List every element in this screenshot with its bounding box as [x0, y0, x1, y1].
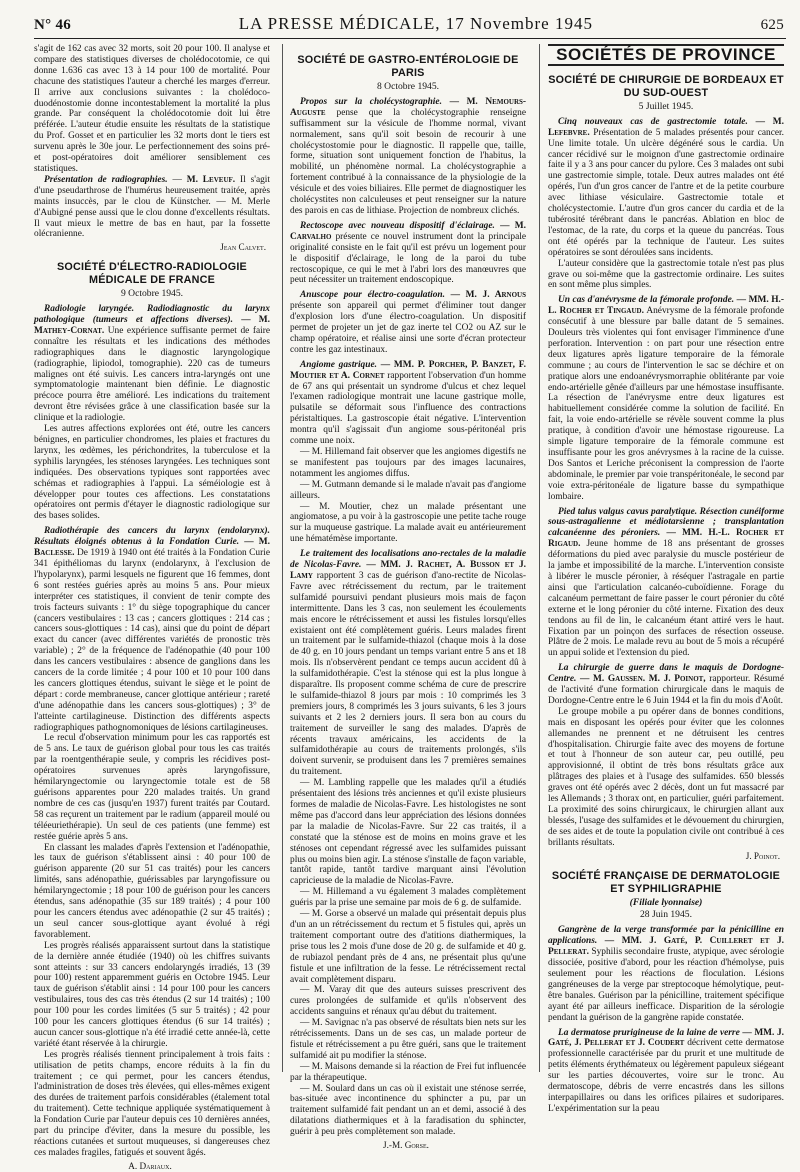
anevrysme-body: Anévrysme de la fémorale profonde consécutif à une blessure par balle datant de 5 semaines. Douleurs très violentes qui font envisager l'imminence d'une perforation. Intervention : on part pour une résection entre deux ligatures après ligature temporaire de la fémorale commune ; au cours de l'intervention le sac se déchire et on pratique alors une endoanévrysmorraphie oblitérante par voie endo-artérielle gênée d'ailleurs par une hémostase insuffisante. La résection de l'anévrysme entre deux ligatures est habituellement considérée comme la solution de facilité. En fait, la voie endo-artérielle se révèle souvent comme la plus pratique, à condition d'avoir une hémostase rigoureuse. La simple ligature temporaire de la fémorale commune est insuffisante pour les gros anévrysmes à la racine de la cuisse. Dos Santos et Leriche préconisent la compression de l'aorte abdominale, le premier par voie transpéritonéale, le second par voie extra-péritonéale de ligature basse du sympathique lombaire.	[548, 306, 784, 502]
anevrysme-title: Un cas d'anévrysme de la fémorale profonde.	[558, 295, 735, 306]
column-rule-1	[282, 44, 283, 1072]
nicolas-favre-author: — MM. J. Rachet, A. Busson et J. Lamy	[290, 560, 527, 581]
section-dermatologie-date: 28 Juin 1945.	[640, 909, 692, 921]
gangrene-title: Gangrène de la verge transformée par la pénicilline en applications.	[548, 925, 784, 947]
section-chirurgie-bordeaux-date: 5 Juillet 1945.	[638, 100, 694, 112]
column-3	[548, 44, 785, 1114]
section-electro-radiologie-title: SOCIÉTÉ D'ÉLECTRO-RADIOLOGIE MÉDICALE DE FRANCE	[57, 261, 247, 287]
section-chirurgie-bordeaux-title: SOCIÉTÉ DE CHIRURGIE DE BORDEAUX ET DU SUD-OUEST	[548, 73, 784, 99]
header-rule	[34, 38, 786, 39]
maquis-paragraph-2: Le groupe mobile a pu opérer dans de bonnes conditions, mais en disposant les opérés pour éviter que les colonnes allemandes ne prennent et ne détruisent les centres d'hospitalisation. Chirurgie faite avec des moyens de fortune et tout à l'honneur de son auteur car, peu outillé, peu approvisionné, il obtint de très bons résultats grâce aux plâtrages des plaies et à l'usage des sulfamides. 650 blessés graves ont été opérés avec 2 décès, dont un fut massacré par les Allemands ; 3 thorax ont, en particulier, guéri parfaitement. La proximité des soins chirurgicaux, le chirurgien allant aux blessés, l'usage des sulfamides et le dévouement du chirurgien, de ses aides et de toute la population civile ont contribué à ces brillants résultats.	[548, 706, 784, 848]
anuscope-paragraph	[290, 290, 526, 355]
radiotherapie-body: De 1919 à 1940 ont été traités à la Fondation Curie 341 épithéliomas du larynx (endolarynx, à l'exclusion de l'hypolarynx), parmi lesquels ne figurent que 16 femmes, dont 6 sont restées guéries après au moins 5 ans. Pour mieux interpréter ces statistiques, il convient de tenir compte des trois facteurs suivants : 1° du siège topographique du cancer (cancers vestibulaires : 13 cas ; cancers glottiques : 214 cas ; cancers sous-glottiques : 14 cas), ainsi que du point de départ exact du cancer (avec différentes variétés de pronostic très variable) ; 2° de la fréquence de l'adénopathie (40 pour 100 dans les cancers vestibulaires : absence de ganglions dans les cancers de la corde limitée ; 4 pour 100 et 10 pour 100 dans les cancers glottiques étendus, suivant le siège et le point de départ : corde membraneuse, cancer glottique antérieur ; rareté d'une adénopathie dans les cancers sous-glottiques) ; 3° de l'atteinte cartilagineuse. Distinction des différents aspects radiographiques pathognomoniques de lésions cartilagineuses.	[34, 548, 270, 733]
angiome-paragraph-4: — M. Moutier, chez un malade présentant une angiomatose, a pu voir à la gastroscopie une petite tache rouge sur la muqueuse gastrique. La malade avait eu antérieurement une hématémèse importante.	[290, 501, 526, 545]
societes-de-province-banner: SOCIÉTÉS DE PROVINCE	[548, 44, 784, 66]
larynx-body: Une expérience suffisante permet de faire connaître les résultats et les indications des méthodes radiographiques dans le diagnostic laryngologique (radiographie, lipiodol, tomographie). 220 cas de tumeurs malignes ont été suivis. Les cancers intra-laryngés ont une symptomatologie maintenant bien définie. Le diagnostic précoce pourra être amélioré. Les indications du traitement devront être révisées grâce à une classification basée sur la clinique et la radiologie.	[34, 325, 270, 424]
radiographies-body: Il s'agit d'une pseudarthrose de l'humérus heureusement traitée, après maints insuccès, par le clou de Künstcher. — M. Merle d'Aubigné pense aussi que le clou donne d'excellents résultats. Il vaut mieux le mettre de bas en haut, par la fossette olécranienne.	[34, 174, 271, 240]
gangrene-paragraph	[548, 925, 784, 1023]
radiographies-paragraph: Présentation de radiographies. — M. Leveuf. Il s'agit d'une pseudarthrose de l'humérus heureusement traitée, après maints insuccès, par le clou de Künstcher. — M. Merle d'Aubigné pense aussi que le clou donne d'excellents résultats. Il vaut mieux le mettre de bas en haut, par la fossette olécranienne.	[34, 174, 271, 240]
column-2	[290, 44, 527, 1151]
section-gastro-date: 8 Octobre 1945.	[376, 81, 440, 92]
signature-calvet: Jean Calvet.	[220, 242, 266, 253]
anuscope-author: — M. J. Arnous	[450, 290, 526, 301]
maquis-body: rapporteur. Résumé de l'activité d'une formation chirurgicale dans le maquis de Dordogne-Centre entre le 6 Juin 1944 et la fin du mois d'Août.	[548, 674, 785, 706]
radiotherapie-paragraph	[34, 526, 270, 733]
larynx-title: Radiologie laryngée. Radiodiagnostic du larynx pathologique (tumeurs et affections diverses).	[34, 304, 270, 326]
radiotherapie-paragraph-5: Les progrès réalisés tiennent principalement à trois faits : utilisation de petits champs, encore réduits à la fin du traitement ; ce qui permet, pour les cancers étendus, l'administration de doses très élevées, qui elles-mêmes exigent des durées de traitement parfois considérables (étalement total du traitement). Cette technique appliquée systématiquement à la Fondation Curie par l'auteur depuis ces 10 dernières années, part du principe d'éviter, dans la mesure du possible, les réactions cutanées et surtout muqueuses, si dangereuses chez ces malades fragiles, fatigués et souvent âgés.	[34, 1049, 270, 1158]
angiome-author: — MM. P. Porcher, P. Banzet, F. Moutier et A. Cornet	[290, 359, 526, 381]
pied-talus-author: — MM. H.-L. Rocher et Rigaud.	[548, 528, 784, 550]
angiome-paragraph-2: — M. Hillemand fait observer que les angiomes digestifs ne se manifestent pas toujours par des images lacunaires, notamment les angiomes diffus.	[290, 447, 526, 479]
gastrectomie-paragraph	[548, 117, 784, 259]
cholecystographie-paragraph	[290, 97, 526, 217]
radiotherapie-title: Radiothérapie des cancers du larynx (endolarynx). Résultats éloignés obtenus à la Fondation Curie.	[34, 526, 270, 548]
anevrysme-author: — MM. H.-L. Rocher et Tingaud.	[548, 295, 784, 317]
signature-gorse: J.-M. Gorse.	[383, 1140, 429, 1151]
radiographies-title: Présentation de radiographies.	[44, 174, 168, 185]
nicolas-favre-paragraph-4: — M. Gorse a observé un malade qui présentait depuis plus d'un an un rétrécissement du rectum et 5 fistules qui, après un traitement comportant outre des d'atitions diathermiques, la prise tous les 2 mois d'une dose de 20 g. de sulfamide et 40 g. de rubiazol pendant près de 4 ans, ne présentait plus qu'une fistule et une infiltration de la fesse. Le rétrécissement rectal avait complètement disparu.	[290, 909, 526, 985]
anuscope-body: présente son appareil qui permet d'éliminer tout danger d'explosion lors d'une électro-coagulation. Un dispositif permet de projeter un jet de gaz inerte tel CO2 ou AZ sur le champ opératoire, et réalise ainsi une sorte d'écran protecteur contre les gaz intestinaux.	[290, 301, 526, 355]
nicolas-favre-paragraph-6: — M. Savignac n'a pas observé de résultats bien nets sur les rétrécissements. Dans un de ses cas, un malade porteur de fistule et rétrécissement a pu être guéri, sans que le traitement sulfamidé ait pu modifier la sténose.	[290, 1018, 526, 1061]
gangrene-author: — MM. J. Gaté, P. Cuilleret et J. Pellerat.	[548, 936, 785, 958]
gastrectomie-body: Présentation de 5 malades présentés pour cancer. Une limite totale. Un ulcère dégénéré sous le cardia. Un cancer récidivé sur le moignon d'une gastrectomie ordinaire faite il y a 3 ans pour cancer du pylore. Ces 3 malades ont subi une gastrectomie simple, totale. Deux autres malades ont été opérés, l'un d'un gros cancer de l'antre et de la petite courbure avec lithiase vésiculaire. Gastrectomie totale et cholécystectomie. L'autre d'un gros cancer du cardia et de la tubérosité térébrant dans le pancréas. Ablation en bloc de l'estomac, de la rate, du corps et la queue du pancréas. Tous ont été opérés par la technique de l'auteur. Les suites opératoires se sont déroulées sans incidents.	[548, 127, 784, 258]
pied-talus-body: Jeune homme de 18 ans présentant de grosses déformations du pied avec paralysie du muscle postérieur de la jambe et impossibilité de la marche. L'intervention consiste à libérer le muscle péronier, à réséquer l'astragale en partie ainsi que l'articulation calcanéo-cuboïdienne. Forage du calcanéum permettant de faire passer le court péronier du côté externe et le long péronier du côté interne. Fixation des deux tendons au fil de lin, le calcanéum étant attiré vers le haut. Fixation par un poinçon des surfaces de résection osseuse. Plâtre de 2 mois. Le malade revu au bout de 5 mois a récupéré un appui solide et l'extension du pied.	[548, 539, 784, 659]
cholecystographie-body: pense que la cholécystographie renseigne suffisamment sur la vésicule de l'homme normal, vivant normalement, sans qu'il soit besoin de recourir à une cholécystostomie pour le diagnostic. Il rappelle que, taille, forme, situation sont uniquement fonction de l'habitus, la mobilité, un phénomène normal. La cholécystographie a fortement contribué à la connaissance de la physiologie de la vésicule et des voies biliaires. Elle permet de diagnostiquer les cholécystites non calculeuses et peut renseigner sur la nature des parois en cas de lithiase. Projection de nombreux clichés.	[290, 107, 526, 216]
anevrysme-paragraph	[548, 295, 784, 502]
cholecystographie-title: Propos sur la cholécystographie.	[300, 96, 442, 107]
gastrectomie-author: — M. Lefebvre.	[548, 116, 784, 138]
radiotherapie-paragraph-2: Le recul d'observation minimum pour les cas rapportés est de 5 ans. Le taux de guérison global pour tous les cas traités par la roentgenthérapie seule, y compris les récidives post-opératoires survenues après laryngofissure, hémilaryngectomie ou laryngectomie totale est de 58 guérisons apparentes pour 220 malades traités. Un grand nombre de ces cas (jusqu'en 1937) furent traités par Coutard. 58 cas reçurent un traitement par le radium (appareil moulé ou téléeuriethérapie). Un seul de ces patients (une femme) est restée guérie après 5 ans.	[34, 733, 270, 842]
larynx-paragraph-2: Les autres affections explorées ont été, outre les cancers bénignes, en particulier chondromes, les plaies et fractures du larynx, les œdèmes, les périchondrites, la tuberculose et la syphilis laryngées, les sténoses laryngées. Les techniques sont indiquées. Des observations typiques sont rapportées avec schémas et radiographies à l'appui. La séméiologie est à développer pour toutes ces affections. Les constatations opératoires ont permis d'étayer le diagnostic radiologique sur des bases solides.	[34, 424, 270, 522]
maquis-author: — M. Gaussen. M. J. Poinot,	[580, 674, 706, 685]
rectoscope-paragraph	[290, 221, 526, 286]
gastrectomie-paragraph-2: L'auteur considère que la gastrectomie totale n'est pas plus grave ou soi-même que la gastrectomie ordinaire. Les suites en sont même plus simples.	[548, 258, 784, 291]
laine-de-verre-paragraph	[548, 1028, 784, 1115]
gastrectomie-title: Cinq nouveaux cas de gastrectomie totale.	[558, 116, 748, 127]
gangrene-body: Syphilis secondaire fruste, atypique, avec sérologie dissociée, positive d'abord, pour les réaction d'hémolyse, puis seulement pour les réactions de floculation. Lésions gangréneuses de la verge par streptocoque hémolytique, peut-être banales. Guérison par la pénicilline, traitement spécifique ayant été par ailleurs inefficace. Disparition de la sérologie pendant la guérison de la gangrène rapide constatée.	[548, 947, 785, 1023]
anuscope-title: Anuscope pour électro-coagulation.	[300, 290, 445, 301]
publication-title: LA PRESSE MÉDICALE, 17 Novembre 1945	[238, 14, 593, 33]
cholecystographie-author: — M. Nemours-Auguste	[290, 96, 527, 118]
nicolas-favre-paragraph-3: — M. Hillemand a vu également 3 malades complètement guéris par la prise une semaine par mois de 6 g. de sulfamide.	[290, 887, 526, 909]
angiome-body: rapportent l'observation d'un homme de 67 ans qui présentait un syndrome d'ulcus et chez lequel l'examen radiologique montrait une lacune gastrique molle, pulsatile se déformait sous l'influence des contractions péristaltiques. La gastroscopie était négative. L'intervention montra qu'il s'agissait d'un angiome sous-péritonéal pris comme une noix.	[290, 370, 526, 447]
nicolas-favre-paragraph-7: — M. Maisons demande si la réaction de Frei fut influencée par la thérapeutique.	[290, 1061, 526, 1083]
column-1	[34, 44, 271, 1171]
nicolas-favre-paragraph	[290, 549, 526, 778]
angiome-paragraph-3: — M. Gutmann demande si le malade n'avait pas d'angiome ailleurs.	[290, 479, 526, 501]
larynx-author: — M. Mathey-Cornat.	[34, 315, 270, 336]
laine-de-verre-title: La dermatose prurigineuse de la laine de verre	[558, 1027, 740, 1038]
radiotherapie-author: — M. Baclesse.	[34, 537, 270, 559]
signature-poinot: J. Poinot.	[745, 850, 780, 861]
section-dermatologie-subtitle: (Filiale lyonnaise)	[629, 896, 703, 908]
laine-de-verre-body: décrivent cette dermatose professionnelle caractérisée par du prurit et une multitude de petits éléments érythémateux ou légèrement papuleux siégeant sur les parties découvertes, voire sur le tronc. Au dermatoscope, débris de verre encastrés dans les sillons interpapillaires ou dans les orifices pilaires et sudoripares. L'expérimentation sur la peau	[548, 1038, 784, 1114]
section-dermatologie-title: SOCIÉTÉ FRANÇAISE DE DERMATOLOGIE ET SYPHILIGRAPHIE	[551, 869, 781, 895]
maquis-paragraph	[548, 663, 784, 707]
rectoscope-author: — M. Carvalho	[290, 220, 526, 242]
issue-number: N° 46	[34, 17, 72, 33]
rectoscope-title: Rectoscope avec nouveau dispositif d'éclairage.	[300, 220, 495, 231]
nicolas-favre-paragraph-5: — M. Varay dit que des auteurs suisses prescrivent des cures prolongées de sulfamide et qu'ils n'observent des accidents sanguins et rénaux qu'au début du traitement.	[290, 985, 526, 1018]
nicolas-favre-paragraph-2: — M. Lambling rappelle que les malades qu'il a étudiés présentaient des lésions très anciennes et qu'il existe plusieurs formes de maladie de Nicolas-Favre. Les histologistes ne sont même pas d'accord dans leur appréciation des lésions données par la maladie de Nicolas-Favre. Sur 22 cas traités, il a constaté que la sténose est de moins en moins grave et les sténoses ont cependant régressé avec les sulfamides puissant plus ou moins bien agir. La sténose s'installe de façon variable, tantôt rapide, tantôt tardive marquant ainsi l'évolution capricieuse de la maladie de Nicolas-Favre.	[290, 778, 527, 887]
nicolas-favre-body: rapportent 3 cas de guérison d'ano-rectite de Nicolas-Favre avec rétrécissement du rectum, par le traitement sulfamidé poursuivi pendant plusieurs mois mais de façon intermittente. Dans les 3 cas, non seulement les écoulements mais encore le rétrécissement et aussi les fistules lorsqu'elles existaient ont été complètement guéris. Leurs malades firent un traitement par le sulfamide-thiazol (chaque mois à la dose de 40 g. en 10 jours pendant un temps variant entre 5 ans et 18 mois. Ils n'observèrent pendant ce temps aucun accident dû à la sulfamidothérapie. C'est la sténose qui est la plus longue à disparaître. Ils proposent comme schéma de cure de prescrire le sulfamide-thiazol 8 jours par mois : 10 comprimés les 3 premiers jours, 8 comprimés les 3 jours suivants, 6 les 3 jours suivants et 2 les 2 derniers jours. Il sera bon au cours du traitement de surveiller le sang des malades. D'après de récents travaux américains, les accidents de la sulfamidothérapie au cours de traitements prolongés, s'ils doivent survenir, se produisent dans les 7 premières semaines du traitement.	[290, 570, 526, 778]
page-header	[34, 14, 784, 36]
signature-dariaux: A. Dariaux.	[128, 1160, 172, 1171]
maquis-title: La chirurgie de guerre dans le maquis de Dordogne-Centre.	[548, 663, 784, 685]
pied-talus-title: Pied talus valgus cavus paralytique. Résection cunéiforme sous-astragalienne et médiotarsienne ; transplantation calcanéenne des péroniers.	[548, 506, 784, 539]
page-number: 625	[760, 17, 784, 33]
angiome-title: Angiome gastrique.	[300, 359, 377, 370]
laine-de-verre-author: — MM. J. Gaté, J. Pellerat et J. Coudert	[548, 1027, 785, 1049]
radiotherapie-paragraph-4: Les progrès réalisés apparaissent surtout dans la statistique de la dernière année étudiée (1940) où les chiffres suivants sont atteints : sur 33 cancers endolaryngés irradiés, 13 (39 pour 100) restent apparemment guéris en Octobre 1945. Leur taux de guérison s'établit ainsi : 14 pour 100 pour les cancers vestibulaires, tous des cas très étendus (2 sur 14 traités) ; 100 pour 100 pour les cordes limitées (5 sur 5 traités) ; 42 pour 100 pour les cancers glottiques étendus (6 sur 14 traités) ; aucun cancer sous-glottique n'a été irradié cette année-là, cette variété étant réservée à la chirurgie.	[34, 940, 270, 1049]
larynx-paragraph	[34, 304, 270, 424]
angiome-paragraph	[290, 360, 526, 447]
section-gastro-title: SOCIÉTÉ DE GASTRO-ENTÉROLOGIE DE PARIS	[297, 54, 519, 79]
section-electro-radiologie-date: 9 Octobre 1945.	[120, 288, 184, 300]
nicolas-favre-title: Le traitement des localisations ano-rectales de la maladie de Nicolas-Favre.	[290, 549, 526, 571]
intro-paragraph: s'agit de 162 cas avec 32 morts, soit 20 pour 100. Il analyse et compare des statistiques diverses de cholédocotomie, ce qui donne 1.636 cas avec 13 à 14 pour 100 de mortalité. Pour chacune des statistiques l'auteur a cherché les marges d'erreur. Il arrive aux conclusions suivantes : la cholédoco-duodénostomie donne incontestablement la mortalité la plus grande. Par conséquent la cholédocotomie doit lui être préférée. L'auteur étudie ensuite les résultats de la statistique du Prof. Gosset et en particulier les 32 morts dont le tiers est survenu après le 30e jour. Le perfectionnement des soins pré- et post-opératoires doit améliorer sensiblement ces statistiques.	[34, 44, 270, 174]
nicolas-favre-paragraph-8: — M. Soulard dans un cas où il existait une sténose serrée, bas-située avec incontinence du sphincter a pu, par un traitement sulfamidé fait pendant un an et demi, associé à des dilatations diathermiques et à la faradisation du sphincter, guérir à peu près complètement son malade.	[290, 1083, 526, 1138]
radiographies-author: M. Leveuf.	[186, 174, 236, 185]
column-rule-2	[539, 44, 540, 1072]
pied-talus-paragraph	[548, 507, 784, 660]
rectoscope-body: présente ce nouvel instrument dont la principale originalité consiste en le fait qu'il est prévu un logement pour le dispositif d'éclairage, le long de la paroi du tube rectoscopique, ce qui le met à l'abri lors des manœuvres que peut nécessiter un traitement endoscopique.	[290, 231, 526, 286]
radiotherapie-paragraph-3: En classant les malades d'après l'extension et l'adénopathie, les taux de guérison s'établissent ainsi : 40 pour 100 de guérison apparente (20 sur 51 cas traités) pour les cancers limités, sans adénopathie, guérissables par laryngofissure ou hémilaryngectomie ; 18 pour 100 de guérison pour les cancers étendus, sans adénopathie (35 sur 189 traités) ; 4 pour 100 pour les cancers étendus avec adénopathie (2 sur 45 traités) ; un seul cancer sous-glottique ayant évolué à régi favorablement.	[34, 842, 270, 940]
